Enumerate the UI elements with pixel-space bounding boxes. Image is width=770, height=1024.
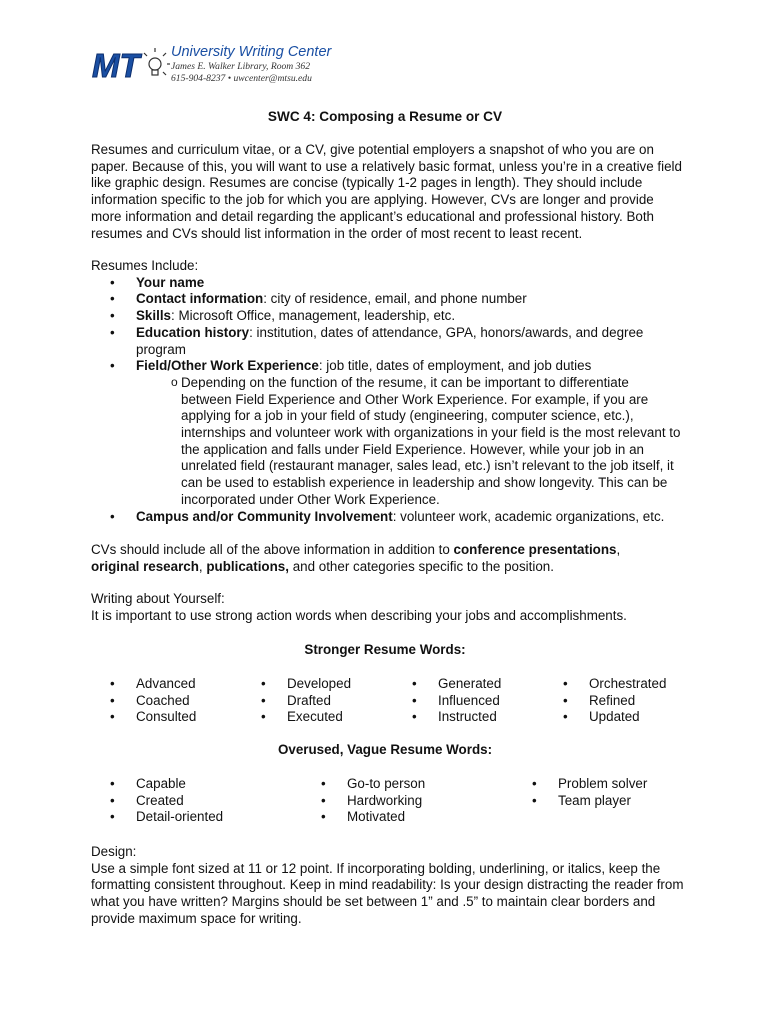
item-label: Your name bbox=[136, 274, 205, 290]
list-item: • Hardworking bbox=[302, 793, 425, 810]
resumes-heading: Resumes Include: bbox=[91, 258, 199, 273]
intro-text: Resumes and curriculum vitae, or a CV, give potential employers a snapshot of who you are on paper. Because of this, you will want to use a relatively basic format, unless you’re in a creative field like graphic design. Resumes are concise (typically 1-2 pages in length). They should include information specific to the job for which you are applying. However, CVs are longer and provide more information and detail regarding the applicant’s educational and professional history. Both resumes and CVs should list information in the order of most recent to least recent. bbox=[91, 142, 682, 241]
list-item: • Advanced bbox=[91, 676, 196, 693]
list-item: • Problem solver bbox=[513, 776, 647, 793]
item-text: : city of residence, email, and phone number bbox=[263, 291, 527, 307]
logo-text-block bbox=[171, 44, 331, 85]
cv-text-4: and other categories specific to the position. bbox=[288, 558, 554, 574]
resumes-list bbox=[91, 275, 686, 526]
list-item: • Consulted bbox=[91, 709, 196, 726]
item-text: : volunteer work, academic organizations, etc. bbox=[392, 508, 665, 524]
word-column bbox=[302, 776, 425, 826]
cv-text-1: CVs should include all of the above information in addition to bbox=[91, 542, 454, 557]
list-item bbox=[91, 275, 686, 292]
item-text: : job title, dates of employment, and job duties bbox=[318, 358, 592, 374]
list-item bbox=[91, 325, 686, 358]
word-column bbox=[91, 676, 196, 726]
writing-section bbox=[91, 591, 686, 624]
list-item: • Detail-oriented bbox=[91, 809, 223, 826]
word-column bbox=[91, 776, 223, 826]
design-heading: Design: bbox=[91, 844, 137, 859]
cv-paragraph bbox=[91, 542, 686, 575]
list-item bbox=[91, 358, 686, 508]
item-label: Contact information bbox=[136, 291, 264, 307]
resumes-section bbox=[91, 258, 686, 525]
item-label: Field/Other Work Experience bbox=[136, 358, 319, 374]
list-item: • Updated bbox=[544, 709, 666, 726]
stronger-heading: Stronger Resume Words: bbox=[304, 642, 466, 657]
item-text: : institution, dates of attendance, GPA, honors/awards, and degree program bbox=[136, 324, 644, 357]
item-label: Education history bbox=[136, 324, 250, 340]
list-item bbox=[91, 308, 686, 325]
word-column bbox=[513, 776, 647, 809]
center-name: University Writing Center bbox=[171, 44, 332, 60]
item-text: : Microsoft Office, management, leadership, etc. bbox=[171, 308, 456, 324]
list-item: • Executed bbox=[242, 709, 351, 726]
list-item bbox=[91, 291, 686, 308]
list-item: • Influenced bbox=[393, 693, 501, 710]
list-item: • Capable bbox=[91, 776, 223, 793]
word-column bbox=[544, 676, 666, 726]
list-item: • Drafted bbox=[242, 693, 351, 710]
word-column bbox=[393, 676, 501, 726]
cv-text-2: , bbox=[616, 542, 621, 557]
center-address: James E. Walker Library, Room 362 bbox=[171, 61, 311, 72]
word-column bbox=[242, 676, 351, 726]
cv-bold-1: conference presentations bbox=[453, 542, 617, 557]
list-item: • Orchestrated bbox=[544, 676, 666, 693]
item-label: Campus and/or Community Involvement bbox=[136, 508, 393, 524]
cv-bold-2: original research bbox=[91, 558, 199, 574]
sub-list bbox=[136, 375, 686, 509]
writing-text: It is important to use strong action words when describing your jobs and accomplishments. bbox=[91, 607, 627, 623]
mt-logo-icon bbox=[91, 44, 171, 88]
writing-heading: Writing about Yourself: bbox=[91, 591, 225, 606]
design-text: Use a simple font sized at 11 or 12 point. If incorporating bolding, underlining, or italics, keep the formatting consistent throughout. Keep in mind readability: Is your design distracting the reader from what you have written? Margins should be set between 1” and .5” to maintain clear borders and provide maximum space for writing. bbox=[91, 860, 684, 926]
center-contact: 615-904-8237 • uwcenter@mtsu.edu bbox=[171, 73, 312, 84]
list-item: • Instructed bbox=[393, 709, 501, 726]
item-label: Skills bbox=[136, 308, 171, 324]
list-item: • Created bbox=[91, 793, 223, 810]
sub-list-item: o Depending on the function of the resume, it can be important to differentiate between Field Experience and Other Work Experience. For example, if you are applying for a job in your field of study (engineering, computer science, etc.), internships and volunteer work with organizations in your field is the most relevant to the application and falls under Field Experience. However, while your job in an unrelated field (restaurant manager, sales lead, etc.) isn’t relevant to the job itself, it can be used to establish experience in leadership and show longevity. This can be incorporated under Other Work Experience. bbox=[136, 375, 686, 509]
cv-bold-3: publications, bbox=[206, 558, 289, 574]
list-item: • Go-to person bbox=[302, 776, 425, 793]
cv-text-3: , bbox=[198, 558, 207, 574]
logo-mark-text: MT bbox=[92, 47, 140, 84]
list-item: • Refined bbox=[544, 693, 666, 710]
header-logo bbox=[91, 44, 331, 88]
list-item: • Generated bbox=[393, 676, 501, 693]
list-item: • Team player bbox=[513, 793, 647, 810]
page-title: SWC 4: Composing a Resume or CV bbox=[267, 109, 503, 124]
list-item: • Developed bbox=[242, 676, 351, 693]
overused-heading: Overused, Vague Resume Words: bbox=[277, 742, 493, 757]
list-item: • Motivated bbox=[302, 809, 425, 826]
cv-text bbox=[91, 542, 686, 575]
design-section bbox=[91, 844, 686, 928]
intro-paragraph bbox=[91, 142, 686, 242]
list-item bbox=[91, 509, 686, 526]
list-item: • Coached bbox=[91, 693, 196, 710]
